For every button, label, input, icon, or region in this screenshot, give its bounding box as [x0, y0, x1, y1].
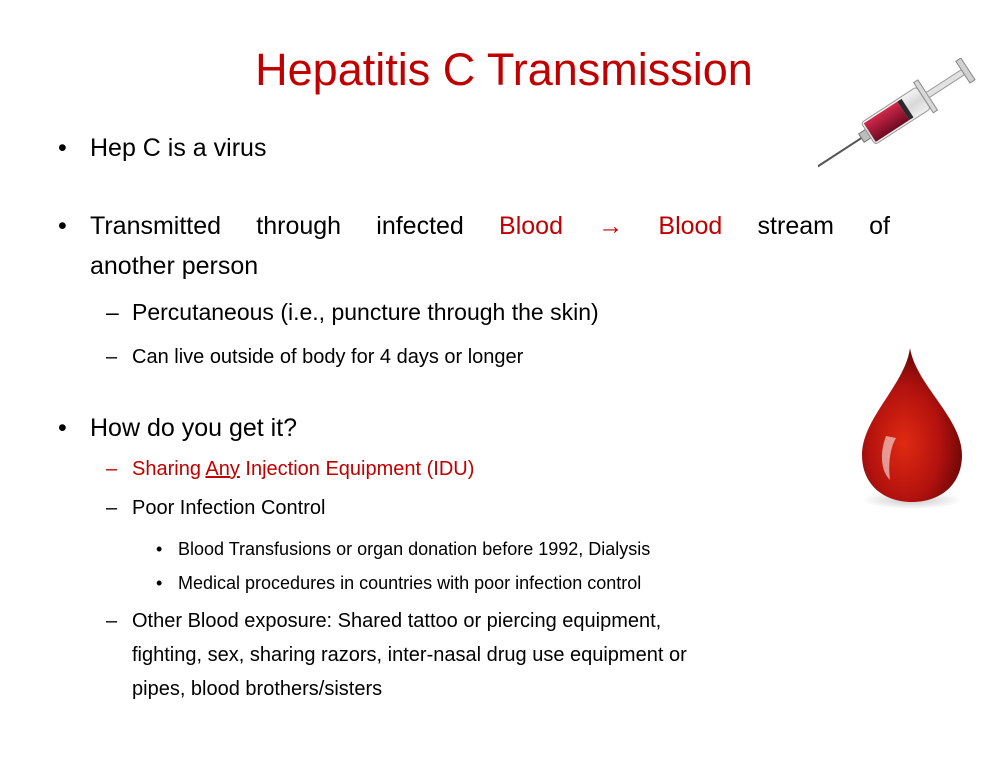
slide-title: Hepatitis C Transmission — [255, 44, 753, 95]
dash-marker: – — [106, 610, 118, 632]
sub-poor-infection-control: Poor Infection Control — [132, 497, 326, 519]
bullet-transmitted-line2: another person — [90, 252, 259, 280]
sub-other-exposure-line3: pipes, blood brothers/sisters — [132, 678, 383, 700]
bullet-hep-c-virus: Hep C is a virus — [90, 134, 267, 162]
bullet-how-get-it: How do you get it? — [90, 414, 298, 442]
dash-marker: – — [106, 497, 118, 519]
subsub-medical-procedures: Medical procedures in countries with poor infection control — [178, 573, 642, 593]
blood-drop-image — [850, 340, 980, 520]
bullet-transmitted-line1: Transmitted through infected Blood → Blood stream of — [90, 212, 891, 240]
sub-other-exposure-line2: fighting, sex, sharing razors, inter-nasal drug use equipment or — [132, 644, 687, 666]
sub-other-exposure-line1: Other Blood exposure: Shared tattoo or piercing equipment, — [132, 610, 662, 632]
dash-marker: – — [106, 458, 118, 480]
bullet-marker: • — [58, 414, 67, 442]
subsub-bullet-marker: • — [156, 573, 163, 593]
bullet-marker: • — [58, 212, 67, 240]
bullet-transmitted — [90, 210, 890, 242]
arrow-glyph: → — [598, 212, 624, 240]
dash-marker: – — [106, 299, 119, 325]
sub-percutaneous: Percutaneous (i.e., puncture through the skin) — [132, 299, 599, 325]
subsub-bullet-marker: • — [156, 539, 163, 559]
bullet-marker: • — [58, 134, 67, 162]
subsub-transfusions: Blood Transfusions or organ donation before 1992, Dialysis — [178, 539, 651, 559]
sub-live-outside: Can live outside of body for 4 days or longer — [132, 346, 524, 368]
syringe-image — [818, 58, 983, 168]
sub-sharing-equipment: Sharing Any Injection Equipment (IDU) — [132, 458, 475, 480]
underlined-any: Any — [205, 458, 240, 480]
blood-word: Blood — [658, 212, 723, 240]
dash-marker: – — [106, 346, 118, 368]
blood-word: Blood — [499, 212, 563, 240]
